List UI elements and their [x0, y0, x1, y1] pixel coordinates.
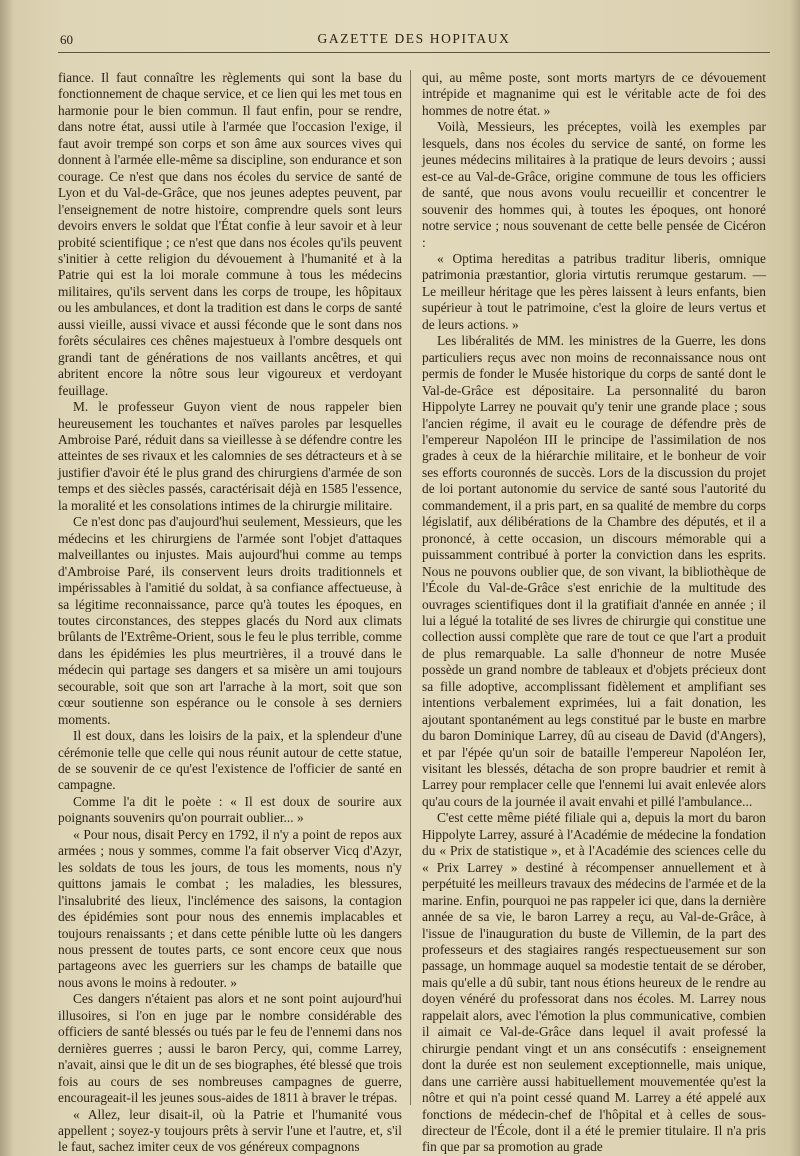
edge-shadow: [790, 0, 800, 1156]
page-number: 60: [60, 32, 73, 47]
paragraph: Voilà, Messieurs, les préceptes, voilà les exemples par lesquels, dans nos écoles du service de santé, on forme les jeunes médecins militaires à la pratique de leurs devoirs ; aussi est-ce au Val-de-Grâce, origine commune de tous les officiers de santé, que nous avons voulu recueillir et concentrer le souvenir des hommes qui, à toutes les époques, ont honoré notre service ; nous souvenant de cette belle pensée de Cicéron :: [422, 119, 766, 250]
paragraph: « Optima hereditas a patribus traditur liberis, omnique patrimonia præstantior, gloria virtutis rerumque gestarum. — Le meilleur héritage que les pères laissent à leurs enfants, bien supérieur à tout le patrimoine, c'est la gloire de leurs vertus et de leurs actions. »: [422, 250, 766, 332]
paragraph: Ce n'est donc pas d'aujourd'hui seulement, Messieurs, que les médecins et les chirurgiens de l'armée sont l'objet d'attaques malveillantes ou injustes. Mais aujourd'hui comme au temps d'Ambroise Paré, ils conservent leurs droits traditionnels et impérissables à l'amitié du soldat, à sa confiance affectueuse, à sa légitime reconnaissance, parce qu'à toutes les époques, en toutes circonstances, des steppes glacés du Nord aux climats brûlants de l'Extrême-Orient, sous le feu le plus terrible, comme dans les épidémies les plus meurtrières, il a trouvé dans le médecin qui partage ses dangers et sa misère un ami toujours secourable, soit que son art l'arrache à la mort, soit que son cœur soutienne son espérance ou le console à ses derniers moments.: [58, 514, 402, 727]
paragraph: M. le professeur Guyon vient de nous rappeler bien heureusement les touchantes et naïves paroles par lesquelles Ambroise Paré, réduit dans sa vieillesse à se défendre contre les atteintes de ses rivaux et les calomnies de ses détracteurs et à se justifier d'avoir été le plus grand des chirurgiens d'armée de son temps et des siècles passés, caractérisait déjà en 1585 l'essence, la moralité et les consolations intimes de la chirurgie militaire.: [58, 399, 402, 513]
right-column: [422, 70, 766, 1156]
column-divider: [410, 70, 411, 1105]
running-title: GAZETTE DES HOPITAUX: [317, 31, 511, 46]
paragraph: Comme l'a dit le poète : « Il est doux de sourire aux poignants souvenirs qu'on pourrait oublier... »: [58, 793, 402, 826]
paragraph: C'est cette même piété filiale qui a, depuis la mort du baron Hippolyte Larrey, assuré à l'Académie de médecine la fondation du « Prix de statistique », et à l'Académie des sciences celle du « Prix Larrey » destiné à récompenser annuellement et à perpétuité les meilleurs travaux des médecins de l'armée et de la marine. Enfin, pourquoi ne pas rappeler ici que, dans la dernière année de sa vie, le baron Larrey a reçu, au Val-de-Grâce, à l'issue de l'inauguration du buste de Villemin, de la part des professeurs et des stagiaires rangés respectueusement sur son passage, un hommage auquel sa modestie tentait de se dérober, mais qu'elle a dû subir, tant nous étions heureux de le rendre au doyen vénéré du professorat dans nos écoles. M. Larrey nous rappelait alors, avec l'émotion la plus communicative, combien il aimait ce Val-de-Grâce dans lequel il avait professé la chirurgie pendant vingt et un ans consécutifs : enseignement dont la durée est non seulement exceptionnelle, mais unique, dans une carrière aussi habituellement mouvementée qu'est la nôtre et qui n'a point cessé quand M. Larrey a été appelé aux fonctions de médecin-chef de l'hôpital et à celles de sous-directeur de l'École, dont il a été le premier titulaire. Il n'a pris fin que par sa promotion au grade: [422, 810, 766, 1155]
paragraph: Ces dangers n'étaient pas alors et ne sont point aujourd'hui illusoires, si l'on en juge par le nombre considérable des officiers de santé blessés ou tués par le feu de l'ennemi dans nos dernières guerres ; aussi le baron Percy, qui, comme Larrey, n'avait, ainsi que le dit un de ses biographes, été blessé que trois fois au cours de ses nombreuses campagnes de guerre, encourageait-il les jeunes sous-aides de 1811 à braver le trépas.: [58, 991, 402, 1106]
page-header: [58, 30, 770, 53]
left-column: [58, 70, 402, 1156]
paragraph: Il est doux, dans les loisirs de la paix, et la splendeur d'une cérémonie telle que celle qui nous réunit autour de cette statue, de se souvenir de ce qu'est l'existence de l'officier de santé en campagne.: [58, 728, 402, 793]
paragraph: fiance. Il faut connaître les règlements qui sont la base du fonctionnement de chaque service, et ce lien qui les met tous en harmonie pour le bien commun. Il faut enfin, pour se rendre, dans notre état, aussi utile à l'armée que l'occasion l'exige, il faut avoir trempé son corps et son âme aux sources vives qui donnent à l'armée elle-même sa discipline, son endurance et son courage. Ce n'est que dans nos écoles du service de santé de Lyon et du Val-de-Grâce, que nos jeunes adeptes peuvent, par l'enseignement de notre histoire, comprendre quels sont leurs devoirs envers le soldat que l'État confie à leur savoir et à leur probité scientifique ; ce n'est que dans nos écoles qu'ils peuvent s'initier à cette religion du dévouement à l'humanité et à la Patrie qui est la loi morale commune à tous les médecins militaires, qu'ils servent dans les corps de troupe, les hôpitaux ou les ambulances, et dont la tradition est dans le corps de santé aussi vieille, aussi vivace et aussi féconde que le sont dans nos forêts séculaires ces chênes majestueux à l'ombre desquels ont grandi tant de générations de nos vaillants ancêtres, et qui abritent encore la nôtre sous leur vigoureux et verdoyant feuillage.: [58, 70, 402, 398]
binding-shadow: [0, 0, 14, 1156]
paragraph: « Allez, leur disait-il, où la Patrie et l'humanité vous appellent ; soyez-y toujours prêts à servir l'une et l'autre, et, s'il le faut, sachez imiter ceux de vos généreux compagnons: [58, 1106, 402, 1155]
paragraph: Les libéralités de MM. les ministres de la Guerre, les dons particuliers reçus avec non moins de reconnaissance nous ont permis de fonder le Musée historique du corps de santé dont le Val-de-Grâce est dépositaire. La personnalité du baron Hippolyte Larrey ne pouvait qu'y tenir une grande place ; sous l'ancien régime, il avait eu le courage de défendre près de l'empereur Napoléon III le principe de l'assimilation de nos grades à ceux de la hiérarchie militaire, et le bonheur de voir ses efforts couronnés de succès. Lors de la discussion du projet de loi portant autonomie du service de santé sous l'autorité du commandement, il a pris part, en sa qualité de membre du corps législatif, aux délibérations de la Chambre des députés, et il a prononcé, à cette occasion, un discours mémorable qui a puissamment contribué à porter la conviction dans les esprits. Nous ne pouvons oublier que, de son vivant, la bibliothèque de l'École du Val-de-Grâce s'est enrichie de la multitude des ouvrages scientifiques dont il la gratifiait d'année en année ; il lui a légué la totalité de ses livres de chirurgie qui constitue une collection aussi complète que rare de tout ce que l'art a produit de plus remarquable. La salle d'honneur de notre Musée possède un grand nombre de tableaux et d'objets précieux dont sa fille adoptive, accomplissant fidèlement et amplifiant ses intentions verbalement exprimées, lui a fait donation, les ajoutant spontanément au legs constitué par le buste en marbre du baron Dominique Larrey, dû au ciseau de David (d'Angers), et par l'épée qu'un soir de bataille l'empereur Napoléon Ier, visitant les blessés, détacha de son propre baudrier et remit à Larrey pour remplacer celle que l'ennemi lui avait enlevée alors qu'au cours de la journée il avait envahi et pillé l'ambulance...: [422, 333, 766, 809]
paragraph: « Pour nous, disait Percy en 1792, il n'y a point de repos aux armées ; nous y sommes, comme l'a fait observer Vicq d'Azyr, les soldats de tous les jours, de tous les moments, nous n'y quittons jamais le combat ; les maladies, les blessures, l'insalubrité des lieux, l'inclémence des saisons, la contagion des épidémies sont pour nous des ennemis implacables et toujours renaissants ; et dans cette pénible lutte où les dangers nous pressent de toutes parts, ce sont encore ceux que nous partageons avec les guerriers sur les champs de bataille que nous avons le moins à redouter. »: [58, 826, 402, 990]
paragraph: qui, au même poste, sont morts martyrs de ce dévouement intrépide et magnanime qui est le véritable acte de foi des hommes de notre état. »: [422, 70, 766, 118]
